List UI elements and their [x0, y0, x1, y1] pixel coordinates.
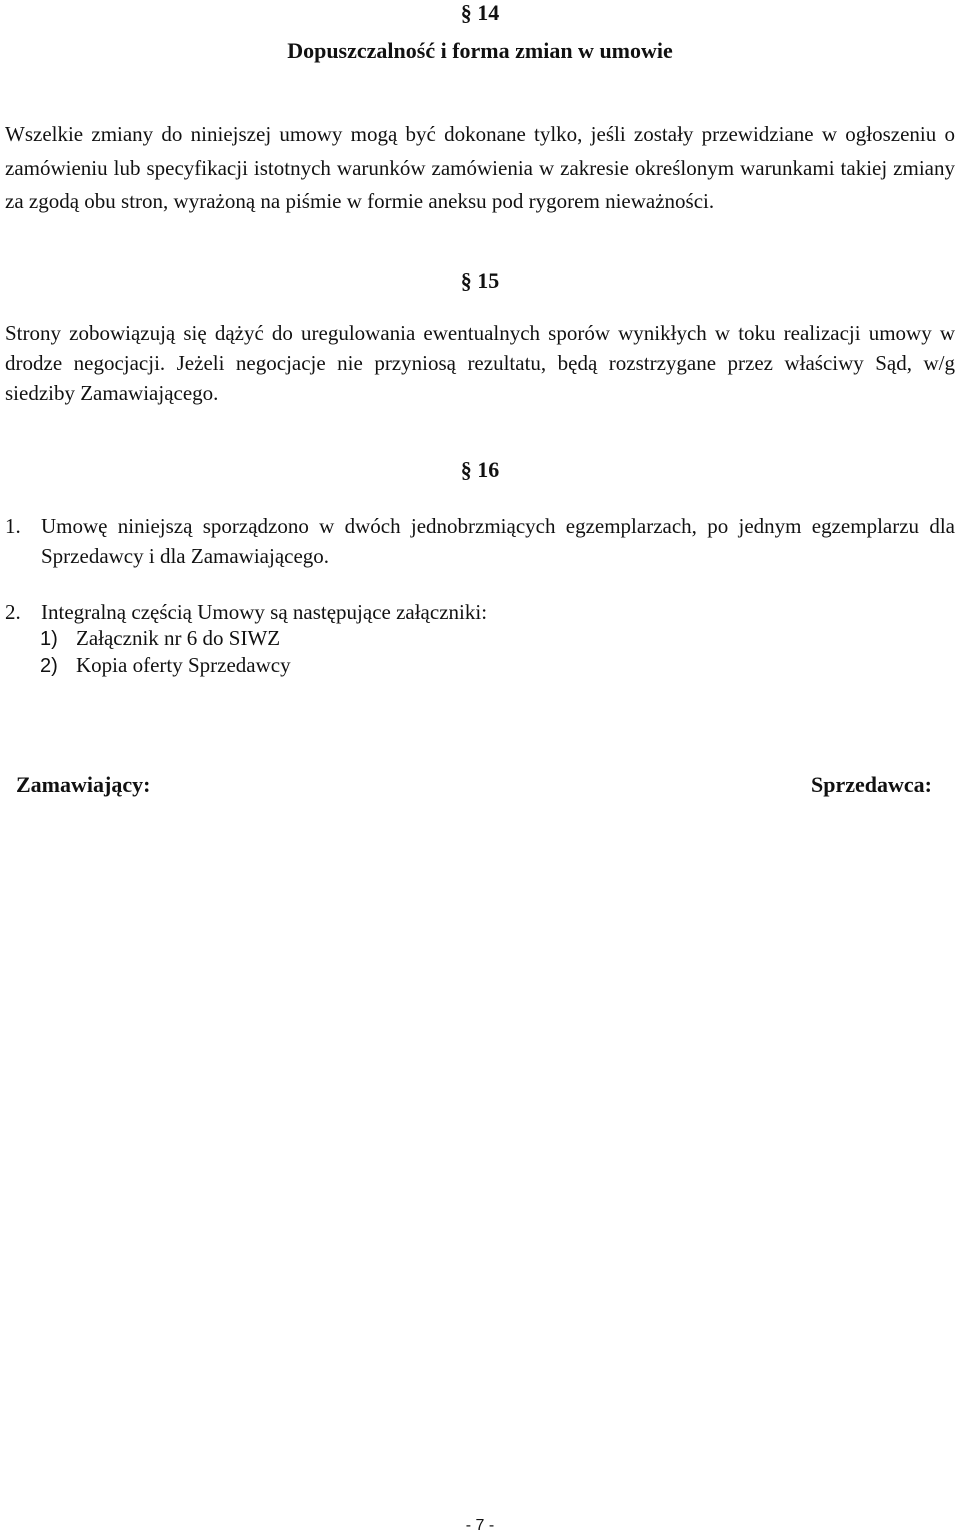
section-14-title: Dopuszczalność i forma zmian w umowie	[287, 38, 673, 63]
attachment-item	[40, 652, 291, 680]
page-number: - 7 -	[465, 1517, 495, 1534]
list-item-text: Umowę niniejszą sporządzono w dwóch jednobrzmiących egzemplarzach, po jednym egzemplarzu dla Sprzedawcy i dla Zamawiającego.	[41, 514, 955, 568]
section-14-mark: § 14	[460, 0, 500, 25]
list-item	[5, 597, 955, 627]
section-16-mark: § 16	[460, 457, 500, 482]
list-item-number: 1.	[5, 514, 21, 538]
attachment-number: 2)	[40, 655, 58, 677]
section-15-paragraph: Strony zobowiązują się dążyć do uregulowania ewentualnych sporów wynikłych w toku realizacji umowy w drodze negocjacji. Jeżeli negocjacje nie przyniosą rezultatu, będą rozstrzygane przez właściwy Sąd, w/g siedziby Zamawiającego.	[5, 321, 955, 405]
signature-sprzedawca: Sprzedawca:	[811, 772, 932, 797]
list-item-text: Integralną częścią Umowy są następujące załączniki:	[41, 600, 488, 624]
attachment-number: 1)	[40, 628, 58, 650]
list-item-number: 2.	[5, 600, 21, 624]
section-15-mark: § 15	[460, 268, 500, 293]
section-14-paragraph: Wszelkie zmiany do niniejszej umowy mogą być dokonane tylko, jeśli zostały przewidziane w ogłoszeniu o zamówieniu lub specyfikacji istotnych warunków zamówienia w zakresie określonym warunkami takiej zmiany za zgodą obu stron, wyrażoną na piśmie w formie aneksu pod rygorem nieważności.	[5, 122, 955, 213]
list-item	[5, 511, 955, 571]
attachment-text: Załącznik nr 6 do SIWZ	[76, 626, 281, 650]
attachment-text: Kopia oferty Sprzedawcy	[76, 653, 291, 677]
attachment-item	[40, 625, 280, 653]
signature-zamawiajacy: Zamawiający:	[16, 772, 151, 797]
